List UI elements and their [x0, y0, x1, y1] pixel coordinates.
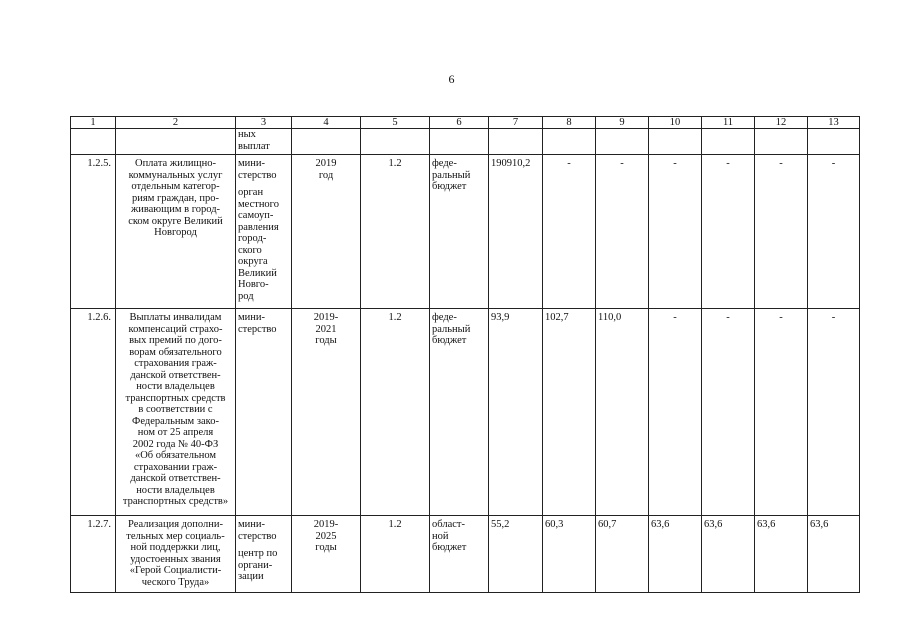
cell-line: 2025: [315, 530, 337, 542]
cell-line: данской ответствен-: [130, 369, 221, 381]
table-row: [71, 155, 860, 309]
cell-line: Реализация дополни-: [128, 519, 223, 530]
funding-source: [430, 309, 489, 516]
cell-line: бюджет: [432, 181, 467, 192]
cell-line: вых премий по дого-: [129, 335, 222, 346]
empty-cell: [702, 129, 755, 155]
column-number: 1: [71, 117, 116, 129]
column-number: 4: [292, 117, 361, 129]
cell-line: выплат: [238, 140, 270, 152]
funding-value: 102,7: [543, 309, 596, 516]
funding-value: 60,7: [596, 516, 649, 593]
cell-line: ворам обязательного: [129, 346, 222, 358]
empty-cell: [543, 129, 596, 155]
funding-value: -: [808, 155, 860, 309]
cell-line: страховании граж-: [133, 461, 218, 473]
empty-cell: [292, 129, 361, 155]
executor: [236, 516, 292, 593]
program-table: [70, 116, 860, 593]
cell-line: город-: [238, 233, 267, 244]
page-number: 6: [448, 72, 455, 86]
column-number: 2: [116, 117, 236, 129]
cell-line: Федеральным зако-: [132, 415, 219, 427]
funding-value: -: [808, 309, 860, 516]
cell-line: орган: [238, 187, 264, 198]
funding-value: -: [755, 155, 808, 309]
cell-line: «Об обязательном: [134, 450, 217, 461]
funding-value: -: [755, 309, 808, 516]
funding-value: -: [649, 309, 702, 516]
column-number: 8: [543, 117, 596, 129]
column-number: 5: [361, 117, 430, 129]
funding-value: 190910,2: [489, 155, 543, 309]
funding-value: -: [702, 309, 755, 516]
funding-source: [430, 516, 489, 593]
funding-value: 63,6: [702, 516, 755, 593]
cell-line: ном от 25 апреля: [137, 427, 214, 438]
cell-line: област-: [432, 519, 465, 530]
column-number: 9: [596, 117, 649, 129]
funding-value: -: [596, 155, 649, 309]
funding-value: 63,6: [649, 516, 702, 593]
cell-line: 2019-: [313, 519, 339, 530]
row-number: 1.2.5.: [71, 155, 116, 309]
column-number: 13: [808, 117, 860, 129]
cell-line: ной поддержки лиц,: [130, 542, 221, 553]
cell-line: род: [238, 290, 254, 302]
target-indicator: 1.2: [361, 309, 430, 516]
empty-cell: [755, 129, 808, 155]
empty-cell: [808, 129, 860, 155]
cell-line: 2019-: [313, 312, 339, 323]
cell-line: самоуп-: [238, 210, 274, 221]
column-number: 11: [702, 117, 755, 129]
cell-line: 2021: [315, 323, 337, 335]
cell-line: Великий: [238, 267, 277, 279]
empty-cell: [489, 129, 543, 155]
cell-line: мини-: [238, 158, 265, 169]
cell-line: ральный: [432, 323, 471, 335]
funding-value: -: [649, 155, 702, 309]
cell-line: тельных мер социаль-: [126, 530, 225, 542]
cell-line: стерство: [238, 323, 277, 335]
table-row: [71, 516, 860, 593]
cell-line: «Герой Социалисти-: [129, 565, 222, 576]
measure-name: [116, 516, 236, 593]
cell-line: Выплаты инвалидам: [129, 312, 222, 323]
measure-name: [116, 309, 236, 516]
funding-value: -: [702, 155, 755, 309]
empty-cell: [649, 129, 702, 155]
funding-value: -: [543, 155, 596, 309]
cell-line: ского: [238, 244, 262, 256]
cell-line: 2002 года № 40-ФЗ: [132, 438, 219, 450]
term: [292, 155, 361, 309]
cell-line: ных: [238, 129, 256, 140]
cell-line: транспортных средств»: [122, 496, 229, 507]
executor: [236, 155, 292, 309]
cell-line: бюджет: [432, 542, 467, 553]
column-number: 10: [649, 117, 702, 129]
cell-line: органи-: [238, 559, 273, 571]
cell-line: ском округе Великий: [128, 215, 223, 227]
empty-cell: [116, 129, 236, 155]
cell-line: годы: [315, 542, 337, 553]
term: [292, 309, 361, 516]
cell-line: феде-: [432, 158, 457, 169]
cell-line: страхования граж-: [134, 358, 217, 369]
cell-line: данской ответствен-: [130, 473, 221, 484]
cell-line: живающим в город-: [130, 204, 221, 215]
cell-line: коммунальных услуг: [128, 169, 223, 181]
cell-line: риям граждан, про-: [132, 192, 219, 204]
cell-line: ности владельцев: [136, 484, 215, 496]
cell-line: удостоенных звания: [130, 553, 221, 565]
empty-cell: [71, 129, 116, 155]
cell-line: центр по: [238, 548, 278, 559]
cell-line: отдельным категор-: [131, 181, 220, 192]
column-number: 6: [430, 117, 489, 129]
cell-line: стерство: [238, 169, 277, 181]
continuation-row: [71, 129, 860, 155]
row-number: 1.2.6.: [71, 309, 116, 516]
funding-source: [430, 155, 489, 309]
funding-value: 63,6: [755, 516, 808, 593]
cell-line: 2019: [315, 158, 337, 169]
funding-value: 93,9: [489, 309, 543, 516]
column-number: 3: [236, 117, 292, 129]
cell-line: мини-: [238, 312, 265, 323]
cell-line: ческого Труда»: [141, 576, 210, 588]
cell-line: стерство: [238, 530, 277, 542]
funding-value: 63,6: [808, 516, 860, 593]
cell-line: транспортных средств: [125, 392, 226, 404]
cell-line: ральный: [432, 169, 471, 181]
column-number: 12: [755, 117, 808, 129]
row-number: 1.2.7.: [71, 516, 116, 593]
funding-value: 60,3: [543, 516, 596, 593]
column-number: 7: [489, 117, 543, 129]
cell-line: феде-: [432, 312, 457, 323]
empty-cell: [361, 129, 430, 155]
cell-line: Новгород: [154, 227, 197, 238]
cell-line: мини-: [238, 519, 265, 530]
executor: [236, 309, 292, 516]
cell-line: годы: [315, 335, 337, 346]
target-indicator: 1.2: [361, 155, 430, 309]
cell-line: Новго-: [238, 279, 269, 290]
term: [292, 516, 361, 593]
empty-cell: [596, 129, 649, 155]
cell-line: округа: [238, 256, 268, 267]
funding-value: 55,2: [489, 516, 543, 593]
table-row: [71, 309, 860, 516]
cell-line: зации: [238, 571, 264, 582]
cell-line: в соответствии с: [138, 404, 213, 415]
cell-line: ности владельцев: [136, 381, 215, 392]
cell-line: бюджет: [432, 335, 467, 346]
cell-line: Оплата жилищно-: [134, 158, 217, 169]
cell-line: год: [318, 169, 334, 181]
column-number-row: [71, 117, 860, 129]
funding-value: 110,0: [596, 309, 649, 516]
empty-cell: [430, 129, 489, 155]
cell-line: компенсаций страхо-: [128, 323, 223, 335]
target-indicator: 1.2: [361, 516, 430, 593]
continuation-executor: [236, 129, 292, 155]
cell-line: равления: [238, 221, 279, 233]
measure-name: [116, 155, 236, 309]
cell-line: ной: [432, 530, 449, 542]
cell-line: местного: [238, 198, 279, 210]
